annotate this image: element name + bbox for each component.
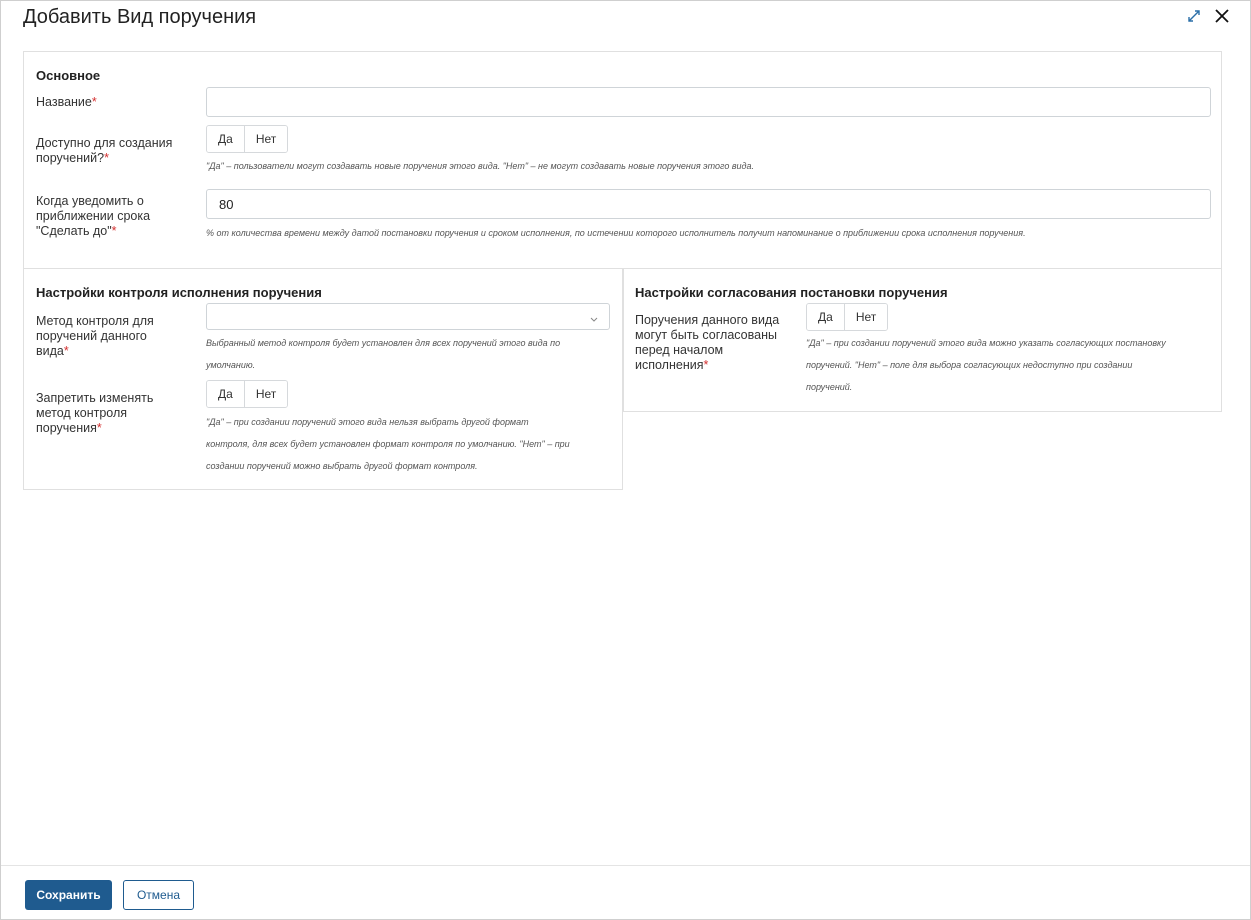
- forbid-change-toggle: [206, 380, 288, 408]
- available-toggle: [206, 125, 288, 153]
- chevron-down-icon: [589, 311, 599, 329]
- forbid-yes-button[interactable]: Да: [207, 381, 244, 407]
- footer-divider: [1, 865, 1250, 866]
- dialog-title: Добавить Вид поручения: [23, 6, 257, 28]
- approval-hint: "Да" – при создании поручений этого вида можно указать согласующих постановку поручений. "Нет" – поле для выбора согласующих недоступно при создании поручений.: [806, 338, 1166, 392]
- available-label: Доступно для создания поручений?*: [36, 136, 173, 165]
- main-section-title: Основное: [36, 68, 101, 83]
- main-section: [23, 51, 1222, 269]
- notify-label: Когда уведомить о приближении срока "Сделать до"*: [36, 194, 151, 238]
- available-no-button[interactable]: Нет: [244, 126, 287, 152]
- forbid-no-button[interactable]: Нет: [244, 381, 287, 407]
- name-input[interactable]: [206, 87, 1211, 117]
- approval-section: [623, 268, 1222, 412]
- close-icon[interactable]: [1212, 5, 1232, 27]
- forbid-change-label: Запретить изменять метод контроля поручения*: [36, 391, 154, 435]
- forbid-change-hint: "Да" – при создании поручений этого вида нельзя выбрать другой формат контроля, для всех будет установлен формат контроля по умолчанию. "Нет" – при создании поручений можно выбрать другой формат контроля.: [206, 417, 570, 471]
- control-method-select[interactable]: [206, 303, 610, 330]
- name-label: Название*: [36, 95, 97, 109]
- control-section-title: Настройки контроля исполнения поручения: [36, 285, 322, 300]
- control-method-hint: Выбранный метод контроля будет установлен для всех поручений этого вида по умолчанию.: [206, 338, 561, 370]
- approval-section-title: Настройки согласования постановки поручения: [635, 285, 948, 300]
- dialog-header-actions: [1184, 5, 1232, 27]
- notify-hint: % от количества времени между датой постановки поручения и сроком исполнения, по истечении которого исполнитель получит напоминание о приближении срока исполнения поручения.: [206, 228, 1026, 238]
- expand-icon[interactable]: [1184, 5, 1204, 27]
- notify-percent-input[interactable]: [206, 189, 1211, 219]
- control-section: [23, 268, 623, 490]
- cancel-button[interactable]: Отмена: [123, 880, 194, 910]
- approval-yes-button[interactable]: Да: [807, 304, 844, 330]
- available-yes-button[interactable]: Да: [207, 126, 244, 152]
- approval-toggle: [806, 303, 888, 331]
- control-method-label: Метод контроля для поручений данного вида*: [36, 314, 154, 358]
- available-hint: "Да" – пользователи могут создавать новые поручения этого вида. "Нет" – не могут создавать новые поручения этого вида.: [206, 161, 755, 171]
- approval-no-button[interactable]: Нет: [844, 304, 887, 330]
- approval-label: Поручения данного вида могут быть согласованы перед началом исполнения*: [635, 313, 780, 372]
- save-button[interactable]: Сохранить: [25, 880, 112, 910]
